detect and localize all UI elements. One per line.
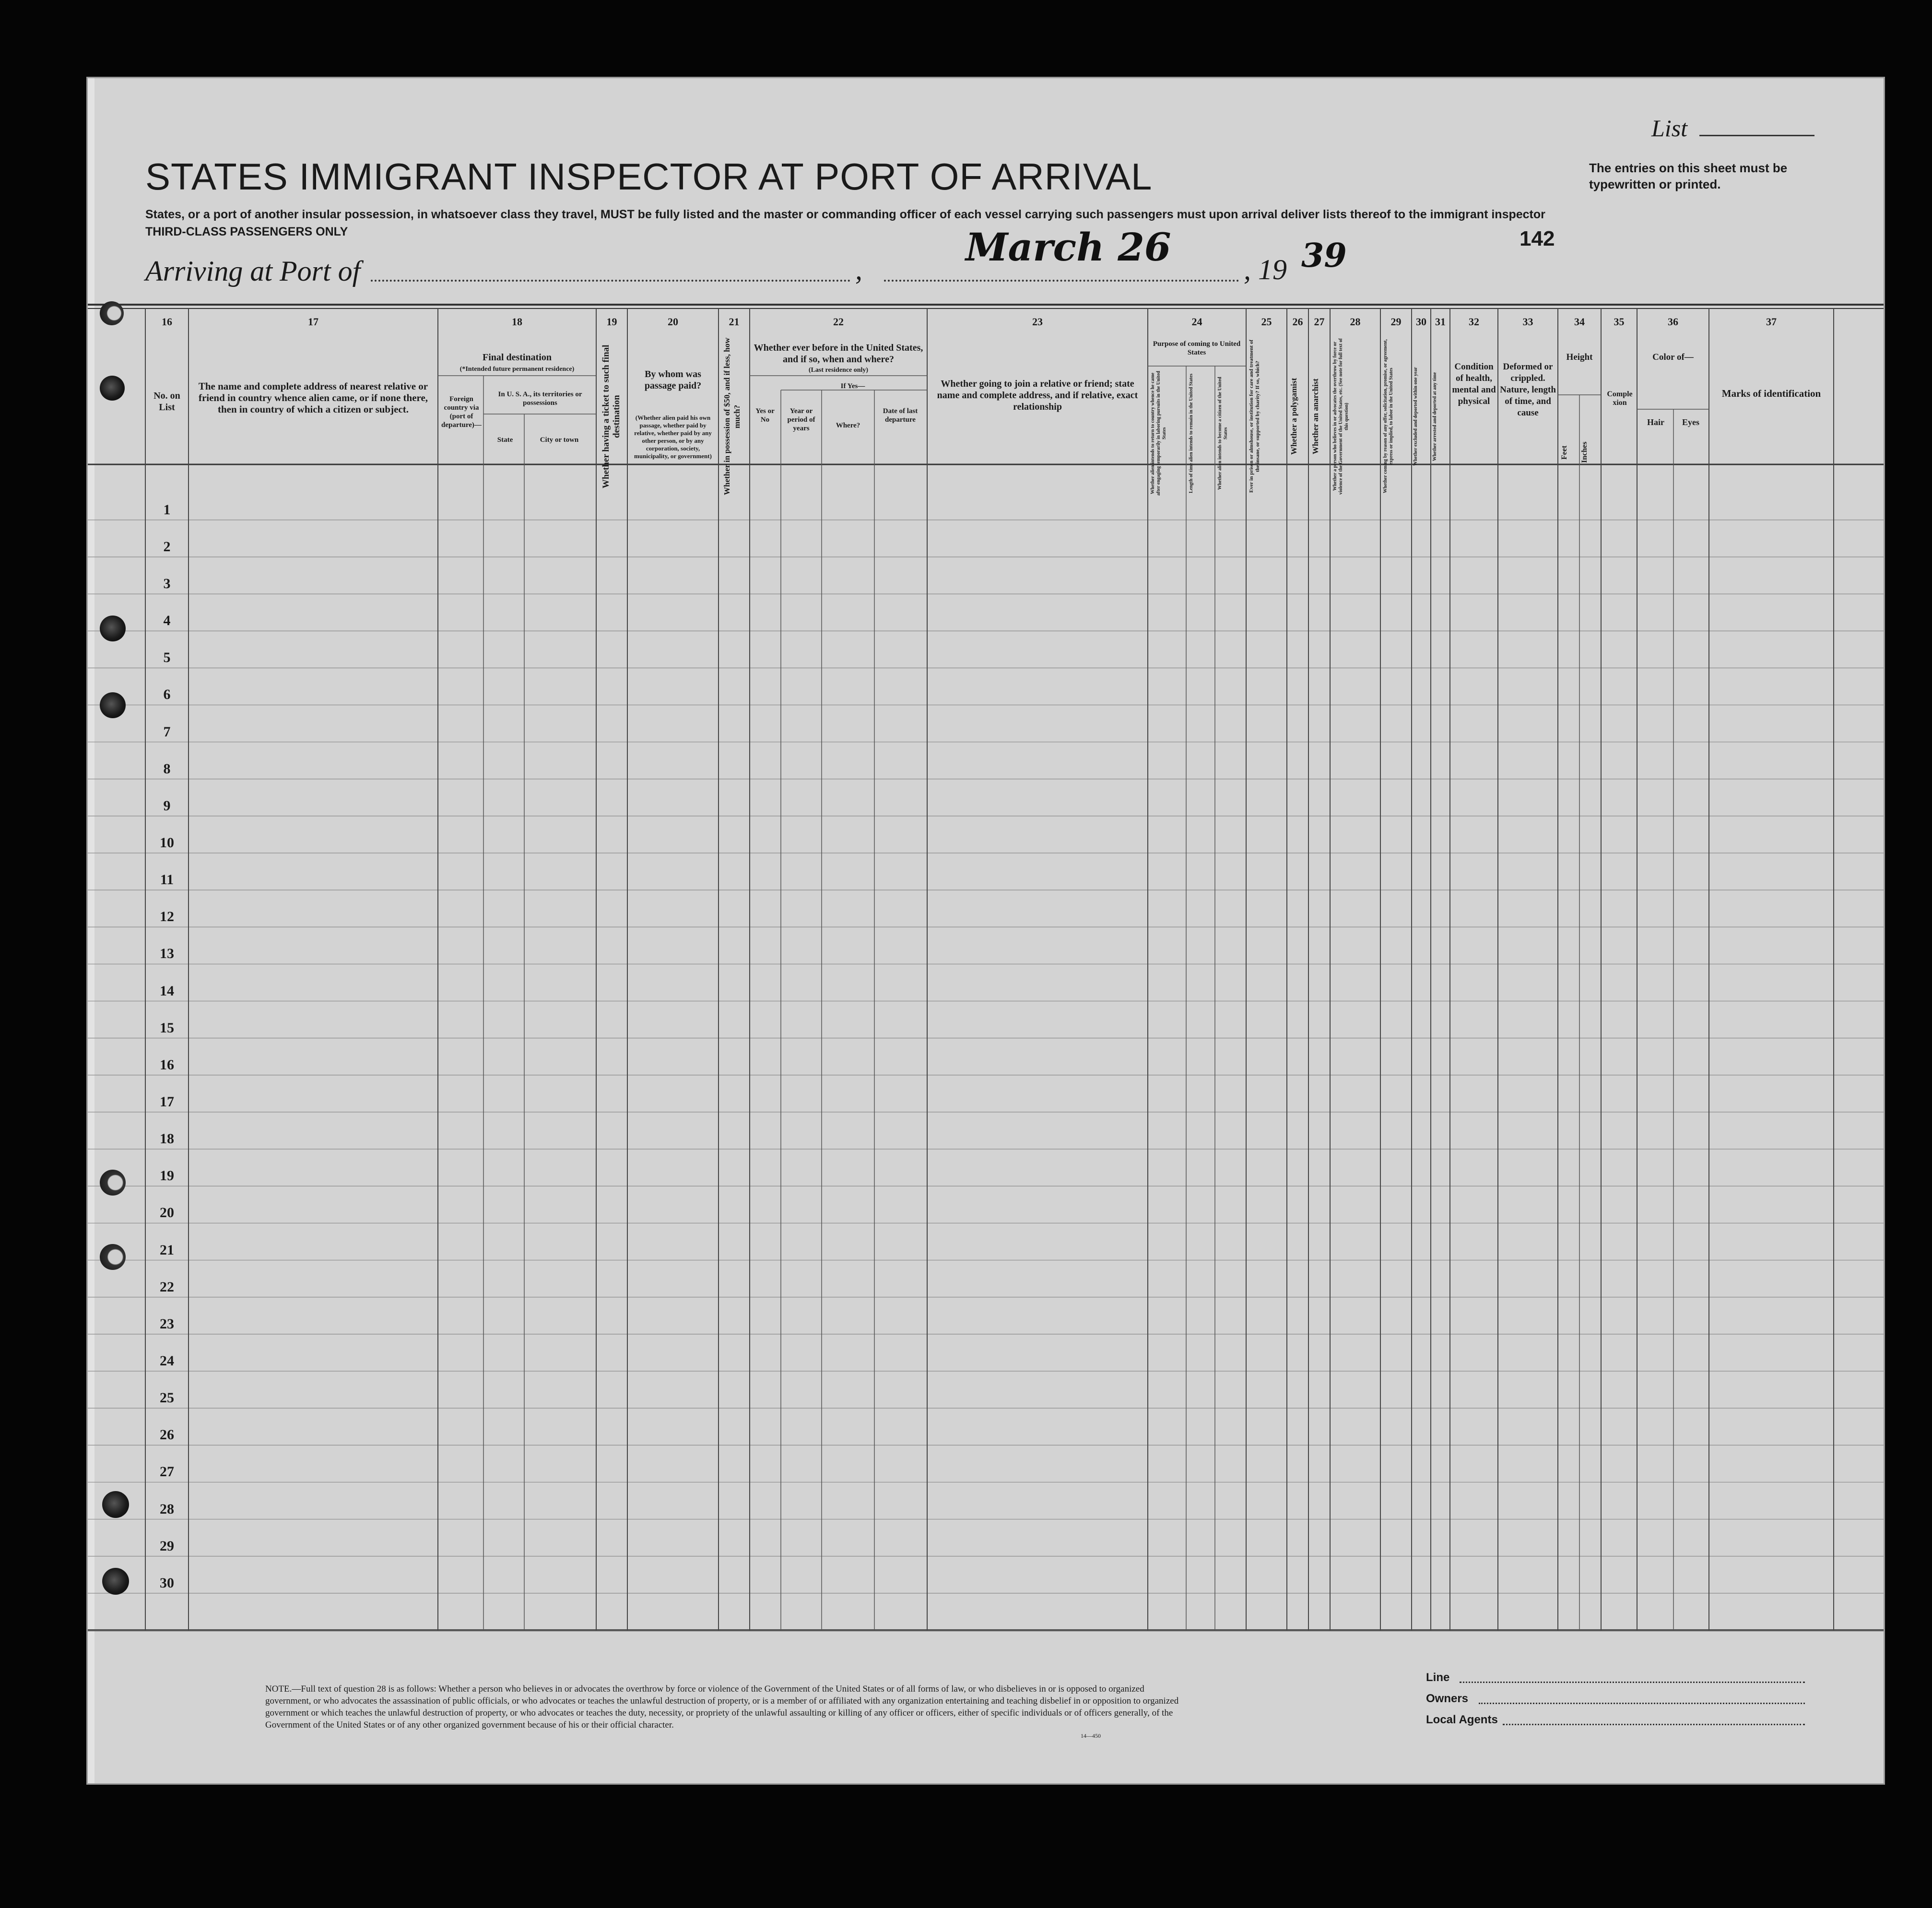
binder-hole bbox=[100, 1244, 126, 1270]
row-number: 30 bbox=[160, 1575, 174, 1591]
form-title: STATES IMMIGRANT INSPECTOR AT PORT OF ARRIVAL bbox=[145, 155, 1153, 198]
owners-label: Owners bbox=[1426, 1692, 1469, 1705]
col-37-header: Marks of identification bbox=[1721, 388, 1821, 399]
row-number: 23 bbox=[160, 1315, 174, 1332]
col-21-num: 21 bbox=[729, 316, 740, 328]
col-18-num: 18 bbox=[512, 316, 522, 328]
row-number: 26 bbox=[160, 1427, 174, 1443]
binder-hole bbox=[100, 376, 125, 401]
col-22-years: Year or period of years bbox=[787, 407, 815, 432]
col-23-header: Whether going to join a relative or friend; state name and complete address, and if relative, exact relationship bbox=[937, 379, 1138, 412]
col-36-num: 36 bbox=[1668, 316, 1678, 328]
col-27-num: 27 bbox=[1314, 316, 1325, 328]
col-32-num: 32 bbox=[1469, 316, 1479, 328]
row-number: 18 bbox=[160, 1131, 174, 1147]
col-26-header: Whether a polygamist bbox=[1289, 378, 1298, 455]
row-number: 29 bbox=[160, 1538, 174, 1554]
row-number: 27 bbox=[160, 1464, 174, 1480]
page-number: 142 bbox=[1520, 227, 1555, 250]
row-number: 9 bbox=[163, 797, 171, 814]
col-18-city: City or town bbox=[540, 436, 579, 444]
col-28-header: Whether a person who believes in or advocates the overthrow by force or violence of the Government of the United States, etc. (See note for full text of this question) bbox=[1332, 338, 1349, 495]
col-22-num: 22 bbox=[833, 316, 844, 328]
col-28-num: 28 bbox=[1350, 316, 1361, 328]
row-number: 3 bbox=[163, 576, 171, 592]
col-22-ifyes: If Yes— bbox=[840, 382, 865, 390]
row-number: 13 bbox=[160, 946, 174, 962]
col-35-num: 35 bbox=[1614, 316, 1625, 328]
form-subtitle: States, or a port of another insular possession, in whatsoever class they travel, MUST be fully listed and the master or commanding officer of each vessel carrying such passengers must upon arrival deliver lists thereof to the immigrant inspector bbox=[145, 208, 1545, 221]
year-printed: , 19 bbox=[1244, 254, 1287, 285]
question-28-note: NOTE.—Full text of question 28 is as follows: Whether a person who believes in or advocates the overthrow by force or violence of the Government of the United States or of all forms of law, or who disbelieves in or is opposed to organized government, or who advocates the assassination of public officials, or who advocates or teaches the unlawful destruction of property, or is a member of or affiliated with any organization entertaining and teaching disbelief in or opposition to organized government or which teaches the unlawful destruction of property, or who advocates or teaches the duty, necessity, or propriety of the unlawful assaulting or killing of any officer or officers, either of specific individuals or of officers generally, of the Government of the United States or of any other organized government because of his or their official character. bbox=[265, 1684, 1179, 1730]
row-number: 21 bbox=[160, 1242, 174, 1258]
col-29-num: 29 bbox=[1390, 316, 1402, 328]
col-23-num: 23 bbox=[1032, 316, 1043, 328]
col-30-header: Whether excluded and deported within one year bbox=[1413, 367, 1418, 466]
year-prefix: 19 bbox=[1258, 254, 1287, 285]
col-22-header: Whether ever before in the United States, and if so, when and where? bbox=[754, 343, 923, 365]
col-24-length: Length of time alien intends to remain in the United States bbox=[1189, 373, 1194, 493]
manifest-sheet bbox=[86, 77, 1885, 1785]
col-36-eyes: Eyes bbox=[1682, 417, 1699, 427]
row-number: 22 bbox=[160, 1279, 174, 1295]
year-handwritten: 39 bbox=[1301, 237, 1347, 275]
form-number: 14—450 bbox=[1081, 1732, 1101, 1739]
col-18-foreign: Foreign country via (port of departure)— bbox=[441, 395, 482, 429]
col-18-usa: In U. S. A., its territories or possessions bbox=[498, 391, 582, 407]
arriving-label: Arriving at Port of bbox=[145, 255, 361, 287]
binder-hole bbox=[100, 616, 126, 641]
row-number: 12 bbox=[160, 909, 174, 925]
col-24-num: 24 bbox=[1191, 316, 1202, 328]
col-16-num: 16 bbox=[162, 316, 172, 328]
row-number: 28 bbox=[160, 1501, 174, 1517]
col-20-note: (Whether alien paid his own passage, whether paid by relative, whether paid by any other person, or by any corporation, society, municipality, or government) bbox=[634, 414, 712, 460]
class-line: THIRD-CLASS PASSENGERS ONLY bbox=[145, 225, 348, 238]
row-numbers bbox=[88, 78, 1885, 1785]
row-number: 5 bbox=[163, 650, 171, 666]
comma: , bbox=[855, 254, 862, 285]
col-20-num: 20 bbox=[668, 316, 678, 328]
row-number: 2 bbox=[163, 538, 171, 555]
col-34-feet: Feet bbox=[1560, 445, 1568, 460]
col-18-note: (*Intended future permanent residence) bbox=[459, 366, 575, 373]
line-field bbox=[1460, 1682, 1805, 1683]
local-agents-field bbox=[1503, 1724, 1805, 1725]
owners-field bbox=[1479, 1703, 1805, 1704]
typewritten-note: The entries on this sheet must be typewritten or printed. bbox=[1589, 161, 1788, 191]
col-37-num: 37 bbox=[1766, 316, 1777, 328]
row-number: 19 bbox=[160, 1168, 174, 1184]
row-number: 4 bbox=[163, 613, 171, 629]
col-34-num: 34 bbox=[1574, 316, 1585, 328]
col-25-header: Ever in prison or almshouse, or institution for care and treatment of the insane, or supported by charity? If so, which? bbox=[1249, 340, 1261, 493]
local-agents-label: Local Agents bbox=[1426, 1713, 1498, 1726]
col-33-num: 33 bbox=[1522, 316, 1533, 328]
col-17-header: The name and complete address of nearest relative or friend in country whence alien came, or if none there, then in country of which a citizen or subject. bbox=[198, 380, 428, 415]
col-33-header: Deformed or crippled. Nature, length of time, and cause bbox=[1500, 362, 1556, 418]
col-34-header: Height bbox=[1566, 352, 1593, 362]
row-number: 24 bbox=[160, 1353, 174, 1369]
col-24-citizen: Whether alien intends to become a citizen of the United States bbox=[1217, 377, 1228, 490]
col-25-num: 25 bbox=[1261, 316, 1272, 328]
col-21-header: Whether in possession of $50, and if less, how much? bbox=[722, 337, 742, 496]
col-19-header: Whether having a ticket to such final destination bbox=[601, 344, 622, 488]
col-29-header: Whether coming by reason of any offer, solicitation, promise, or agreement, express or implied, to labor in the United States bbox=[1383, 339, 1394, 494]
col-16-header: No. on List bbox=[153, 391, 180, 413]
col-27-header: Whether an anarchist bbox=[1311, 378, 1320, 455]
row-number: 14 bbox=[160, 983, 174, 999]
row-number: 15 bbox=[160, 1019, 174, 1036]
row-number: 6 bbox=[163, 687, 171, 703]
row-number: 1 bbox=[163, 501, 171, 518]
col-22-where: Where? bbox=[836, 422, 860, 429]
col-20-header: By whom was passage paid? bbox=[644, 369, 702, 391]
date-handwritten: March 26 bbox=[966, 225, 1171, 270]
col-31-header: Whether arrested and deported at any time bbox=[1432, 372, 1437, 461]
list-label: List bbox=[1651, 115, 1688, 142]
col-36-header: Color of— bbox=[1652, 352, 1694, 362]
row-number: 25 bbox=[160, 1390, 174, 1406]
binder-hole bbox=[100, 692, 126, 718]
col-31-num: 31 bbox=[1435, 316, 1446, 328]
binder-hole bbox=[100, 301, 124, 325]
binder-hole bbox=[102, 1568, 129, 1595]
col-18-header: Final destination bbox=[483, 352, 552, 363]
binder-hole bbox=[102, 1491, 129, 1518]
line-label: Line bbox=[1426, 1671, 1450, 1684]
col-22-note: (Last residence only) bbox=[808, 367, 869, 374]
col-24-return: Whether alien intends to return to country whence he came after engaging temporarily in laboring pursuits in the United States bbox=[1150, 371, 1167, 496]
col-36-hair: Hair bbox=[1647, 417, 1664, 427]
row-number: 20 bbox=[160, 1205, 174, 1221]
row-number: 11 bbox=[160, 872, 174, 888]
col-19-num: 19 bbox=[606, 316, 617, 328]
row-number: 7 bbox=[163, 723, 171, 740]
row-number: 17 bbox=[160, 1094, 174, 1110]
col-17-num: 17 bbox=[308, 316, 318, 328]
col-22-yesno: Yes or No bbox=[755, 407, 775, 424]
row-number: 8 bbox=[163, 760, 171, 777]
col-22-date: Date of last departure bbox=[883, 407, 918, 424]
binder-hole bbox=[100, 1170, 126, 1196]
col-34-inches: Inches bbox=[1580, 441, 1589, 463]
col-26-num: 26 bbox=[1292, 316, 1303, 328]
col-18-state: State bbox=[497, 436, 513, 444]
col-30-num: 30 bbox=[1416, 316, 1426, 328]
col-32-header: Condition of health, mental and physical bbox=[1452, 362, 1496, 406]
col-35-header: Complexion bbox=[1607, 390, 1633, 407]
row-number: 16 bbox=[160, 1056, 174, 1073]
col-24-header: Purpose of coming to United States bbox=[1153, 340, 1241, 356]
row-number: 10 bbox=[160, 835, 174, 851]
